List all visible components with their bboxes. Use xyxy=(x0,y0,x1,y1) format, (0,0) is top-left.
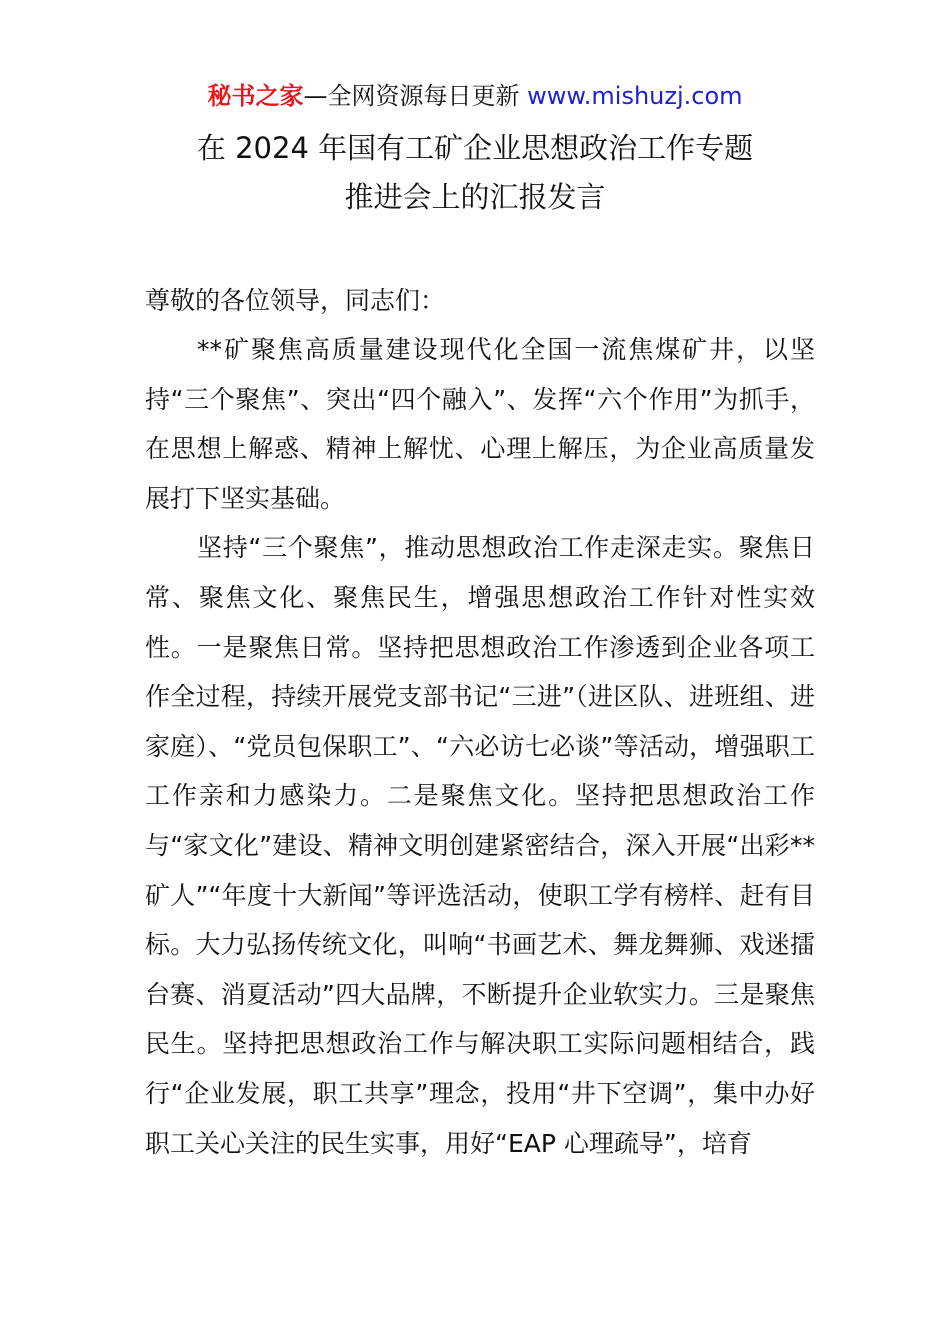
paragraph-intro: **矿聚焦高质量建设现代化全国一流焦煤矿井，以坚持“三个聚焦”、突出“四个融入”、发挥“六个作用”为抓手，在思想上解惑、精神上解忧、心理上解压，为企业高质量发展打下坚实基础。 xyxy=(145,335,815,513)
site-tagline: —全网资源每日更新 xyxy=(303,82,528,110)
site-brand: 秘书之家 xyxy=(207,82,304,110)
document-title-line-1: 在 2024 年国有工矿企业思想政治工作专题 xyxy=(196,131,754,165)
site-url-link[interactable]: www.mishuzj.com xyxy=(527,82,743,110)
site-header xyxy=(0,80,950,112)
salutation: 尊敬的各位领导，同志们： xyxy=(145,286,446,315)
document-title-line-2: 推进会上的汇报发言 xyxy=(344,180,606,214)
document-body xyxy=(145,325,815,1168)
paragraph-three-focuses: 坚持“三个聚焦”，推动思想政治工作走深走实。聚焦日常、聚焦文化、聚焦民生，增强思想政治工作针对性实效性。一是聚焦日常。坚持把思想政治工作渗透到企业各项工作全过程，持续开展党支部书记“三进”（进区队、进班组、进家庭）、“党员包保职工”、“六必访七必谈”等活动，增强职工工作亲和力感染力。二是聚焦文化。坚持把思想政治工作与“家文化”建设、精神文明创建紧密结合，深入开展“出彩**矿人”“年度十大新闻”等评选活动，使职工学有榜样、赶有目标。大力弘扬传统文化，叫响“书画艺术、舞龙舞狮、戏迷擂台赛、消夏活动”四大品牌，不断提升企业软实力。三是聚焦民生。坚持把思想政治工作与解决职工实际问题相结合，践行“企业发展，职工共享”理念，投用“井下空调”，集中办好职工关心关注的民生实事，用好“EAP 心理疏导”，培育 xyxy=(145,533,815,1158)
